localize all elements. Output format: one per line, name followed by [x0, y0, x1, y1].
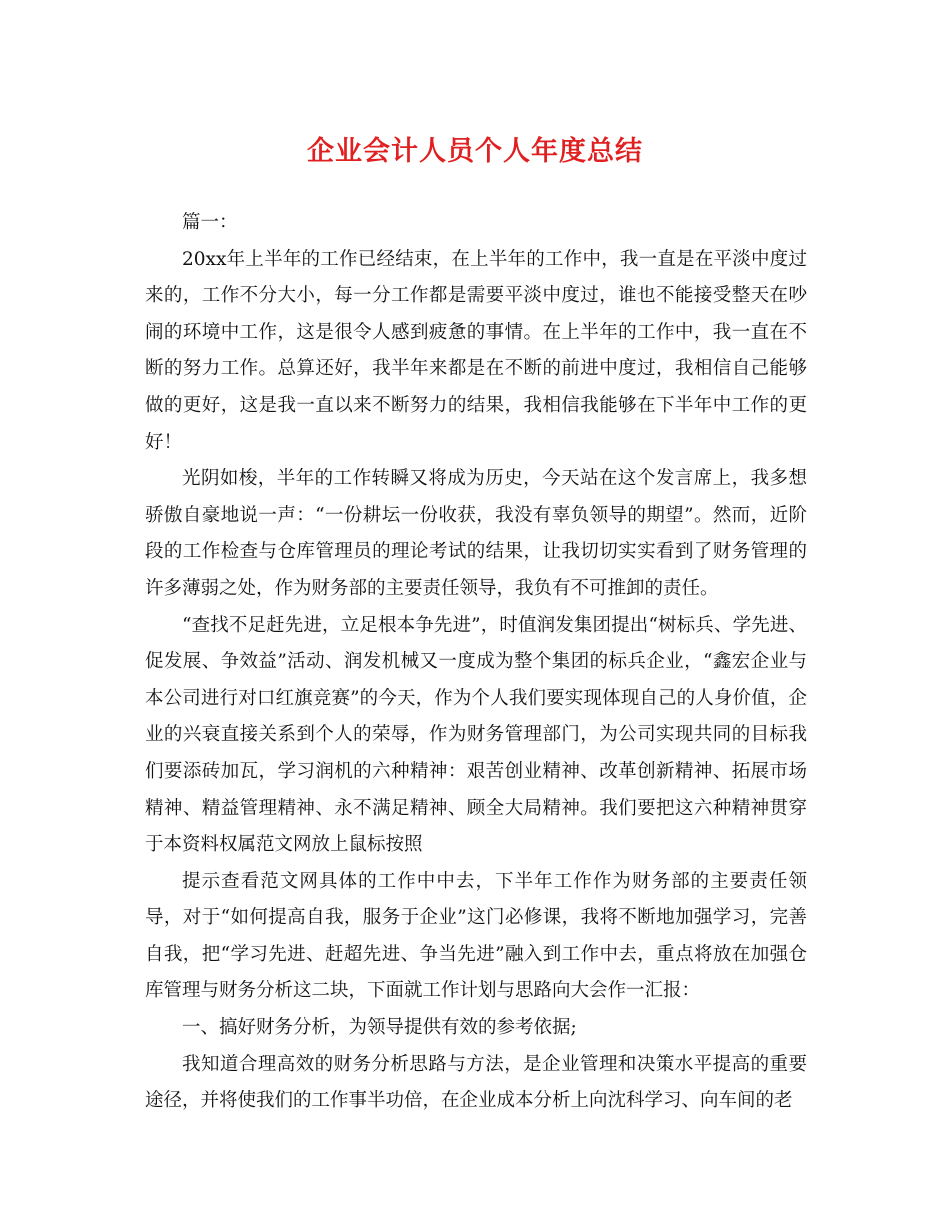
document-body — [145, 205, 807, 1120]
paragraph-reflection: 光阴如梭，半年的工作转瞬又将成为历史，今天站在这个发言席上，我多想骄傲自豪地说一声：“一份耕坛一份收获，我没有辜负领导的期望”。然而，近阶段的工作检查与仓库管理员的理论考试的结果，让我切切实实看到了财务管理的许多薄弱之处，作为财务部的主要责任领导，我负有不可推卸的责任。 — [145, 468, 807, 599]
document-title: 企业会计人员个人年度总结 — [307, 136, 643, 167]
paragraph-financial-analysis: 我知道合理高效的财务分析思路与方法，是企业管理和决策水平提高的重要途径，并将使我们的工作事半功倍，在企业成本分析上向沈科学习、向车间的老 — [145, 1053, 807, 1112]
paragraph-first-half-summary: 20xx年上半年的工作已经结束，在上半年的工作中，我一直是在平淡中度过来的，工作不分大小，每一分工作都是需要平淡中度过，谁也不能接受整天在吵闹的环境中工作，这是很令人感到疲惫的事情。在上半年的工作中，我一直在不断的努力工作。总算还好，我半年来都是在不断的前进中度过，我相信自己能够做的更好，这是我一直以来不断努力的结果，我相信我能够在下半年中工作的更好！ — [145, 248, 807, 453]
paragraph-section-label: 篇一： — [182, 212, 238, 233]
paragraph-campaign: “查找不足赶先进，立足根本争先进”，时值润发集团提出“树标兵、学先进、促发展、争效益”活动、润发机械又一度成为整个集团的标兵企业，“鑫宏企业与本公司进行对口红旗竞赛”的今天，作为个人我们要实现体现自己的人身价值，企业的兴衰直接关系到个人的荣辱，作为财务管理部门，为公司实现共同的目标我们要添砖加瓦，学习润机的六种精神：艰苦创业精神、改革创新精神、拓展市场精神、精益管理精神、永不满足精神、顾全大局精神。我们要把这六种精神贯穿于本资料权属范文网放上鼠标按照 — [145, 614, 807, 856]
paragraph-heading-financial-analysis: 一、搞好财务分析，为领导提供有效的参考依据; — [182, 1017, 577, 1039]
paragraph-plan-intro: 提示查看范文网具体的工作中中去，下半年工作作为财务部的主要责任领导，对于“如何提高自我，服务于企业”这门必修课，我将不断地加强学习，完善自我，把“学习先进、赶超先进、争当先进”融入到工作中去，重点将放在加强仓库管理与财务分析这二块，下面就工作计划与思路向大会作一汇报： — [145, 870, 807, 1002]
